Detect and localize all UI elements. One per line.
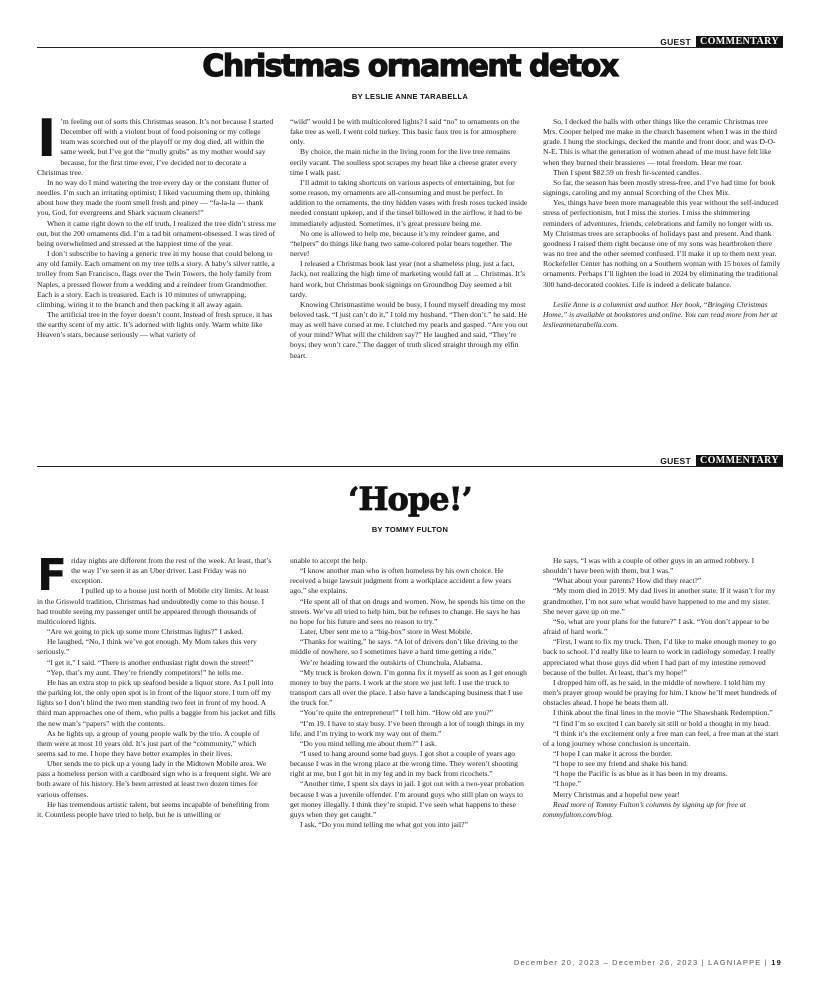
column-2: [290, 556, 529, 830]
paragraph: Later, Uber sent me to a “big-box” store in West Mobile.: [300, 627, 473, 637]
paragraph: He laughed, “No, I think we’ve got enough. My Mom takes this very seriously.”: [37, 637, 257, 657]
commentary-label: COMMENTARY: [696, 455, 783, 467]
guest-label: GUEST: [660, 456, 691, 466]
paragraph: So, I decked the halls with other things like the ceramic Christmas tree Mrs. Cooper helped me make in the church basement when I was in the third grade. I hung the stockings, decked the mantle and front door, and was D-O-N-E. This is what the generation of women ahead of me must have felt like when they burned their brassieres — total freedom. Hear me roar.: [543, 117, 777, 167]
column-1: [37, 109, 276, 361]
paragraph: “Are we going to pick up some more Christmas lights?” I asked.: [47, 627, 244, 637]
paragraph: Friday nights are different from the rest of the week. At least, that’s the way I’ve seen it as an Uber driver. Last Friday was no exception.: [37, 550, 272, 601]
paragraph: “He spent all of that on drugs and women. Now, he spends his time on the streets. We’ve all tried to help him, but he refuses to change. He says he has no hope for his future and sees no reason to try.”: [290, 596, 525, 626]
author-bio: Read more of Tommy Fulton’s columns by signing up for free at tommyfulton.com/blog.: [543, 799, 746, 819]
paragraph: Yes, things have been more manageable this year without the self-induced stress of perfectionism, but I miss the stories. I miss the shimmering reminders of adventures, friends, celebrations and family no longer with us. My Christmas trees are scrapbooks of holidays past and present. And thank goodness I raised them right because one of my sons was heartbroken there was no tree and the other seemed confused. I’ll make it up to them next year. Rockefeller Center has nothing on a Southern woman with 15 boxes of family ornaments. Perhaps I’ll lighten the load in 2024 by eliminating the traditional 300 hand-decorated cookies. Life is indeed a delicate balance.: [543, 198, 781, 289]
paragraph: So far, the season has been mostly stress-free, and I’ve had time for book signings, caroling and my annual Scorching of the Chex Mix.: [543, 177, 776, 198]
paragraph: “I hope the Pacific is as blue as it has been in my dreams.: [553, 769, 728, 779]
paragraph: He says, “I was with a couple of other guys in an armed robbery. I shouldn’t have been with them, but I was.”: [543, 556, 755, 576]
paragraph: I dropped him off, as he said, in the middle of nowhere. I told him my men’s prayer group would be praying for him. I know he’ll meet hundreds of obstacles ahead. I hope he beats them all.: [543, 677, 778, 708]
paragraph: I ask, “Do you mind telling me what got you into jail?”: [300, 820, 468, 830]
drop-cap: F: [37, 550, 68, 601]
paragraph: “Yep, that’s my aunt. They’re friendly competitors!” he tells me.: [47, 667, 244, 677]
paragraph: “wild” would I be with multicolored lights? I said “no” to ornaments on the fake tree as well. I went cold turkey. This basic faux tree is for atmosphere only.: [290, 117, 520, 147]
byline: BY TOMMY FULTON: [371, 525, 449, 534]
column-3: [543, 556, 782, 830]
paragraph: As he lights up, a group of young people walk by the trio. A couple of them were at most 10 years old. It’s just part of the “community,” which seems sad to me. I hope they have better examples in their lives.: [37, 728, 260, 758]
paragraph: Merry Christmas and a hopeful new year!: [553, 789, 680, 799]
commentary-label: COMMENTARY: [696, 36, 783, 48]
column-2: [290, 117, 529, 361]
paragraph: “I know another man who is often homeless by his own choice. He received a huge lawsuit judgment from a workplace accident a few years ago,” she explains.: [290, 566, 512, 596]
paragraph: We’re heading toward the outskirts of Chunchula, Alabama.: [300, 657, 483, 667]
paragraph: “My mom died in 2019. My dad lives in another state. If it wasn’t for my grandmother, I’m not sure what would have happened to me and my sister. She never gave up on me.”: [543, 586, 776, 616]
paragraph: “I find I’m so excited I can barely sit still or hold a thought in my head.: [553, 718, 771, 728]
paragraph: “I hope I can make it across the border.: [553, 748, 673, 758]
paragraph: “I think it’s the excitement only a free man can feel, a free man at the start of a long journey whose conclusion is uncertain.: [543, 728, 779, 748]
paragraph: He has an extra stop to pick up seafood beside a liquor store. As I pull into the parking lot, the only open spot is in front of the liquor store. I turn off my lights so I don’t blind the two men standing two feet in front of my hood. A third man approaches one of them, who pulls a baggie from his jacket and fills the new man’s “papers” with the contents.: [37, 677, 276, 728]
paragraph: “Thanks for waiting,” he says. “A lot of drivers don’t like driving to the middle of nowhere, so I sometimes have a hard time getting a ride.”: [290, 637, 518, 657]
paragraph: “My truck is broken down. I’m gonna fix it myself as soon as I get enough money to buy the parts. I work at the store we just left. I use the truck to transport cars all over the place. I also have a landscaping business that I use the truck for.”: [290, 667, 527, 708]
issue-dates: December 20, 2023 – December 26, 2023: [513, 958, 699, 967]
byline: BY LESLIE ANNE TARABELLA: [351, 92, 469, 101]
paragraph: I pulled up to a house just north of Mobile city limits. At least in the Griswold tradition, Christmas had undoubtedly come to this house. I had trouble seeing my passenger until he appeared through thousands of multicolored lights.: [37, 586, 269, 626]
footer-separator: |: [701, 958, 705, 967]
page-number: 19: [771, 958, 782, 967]
author-bio: Leslie Anne is a columnist and author. Her book, “Bringing Christmas Home,” is available at bookstores and online. You can read more from her at leslieannetarabella.com.: [543, 299, 778, 329]
paragraph: “I hope.”: [553, 779, 581, 789]
paragraph: No one is allowed to help me, because it’s my reindeer game, and “helpers” do things like hang two same-colored polar bears together. The nerve!: [290, 228, 512, 259]
column-3: [543, 117, 782, 361]
paragraph: I released a Christmas book last year (not a shameless plug, just a fact, Jack), not realizing the high time of marketing would fall at ... Christmas. It’s hard work, but Christmas book signings on Groundhog Day seemed a bit tardy.: [290, 259, 525, 299]
headline: Christmas ornament detox: [202, 49, 618, 84]
body-columns: [37, 109, 783, 361]
paragraph: “First, I want to fix my truck. Then, I’d like to make enough money to go back to school. I’d really like to learn to work in radiology someday. I really appreciated what those guys did when I had part of my intestine removed because of the bullet. At least, that’s my hope!”: [543, 637, 776, 677]
footer-separator: |: [764, 958, 768, 967]
top-rule: [37, 47, 783, 48]
paragraph: The artificial tree in the foyer doesn’t count. Instead of fresh spruce, it has the earthy scent of my attic. It’s adorned with lights only. Warm white like Heaven’s stars, because seriously — what variety of: [37, 309, 273, 340]
paragraph: Then I spent $82.59 on fresh fir-scented candles.: [553, 167, 702, 177]
article-hope: [37, 454, 783, 914]
paragraph: “I get it,” I said. “There is another enthusiast right down the street!”: [47, 657, 254, 667]
paragraph: He has tremendous artistic talent, but seems incapable of benefiting from it. Countless people have tried to help, but he is unwilling or: [37, 799, 270, 819]
paragraph: In no way do I mind watering the tree every day or the constant flutter of needles. I’m such an irritating optimist; I liked vacuuming them up, thinking about how they made the room smell fresh and piney — “fa-la-la — thank you, God, for evergreens and Shark vacuum cleaners!”: [37, 177, 270, 218]
paragraph: “You’re quite the entrepreneur!” I tell him. “How old are you?”: [300, 708, 494, 718]
paragraph: When it came right down to the elf truth, I realized the tree didn’t stress me out, but the 200 ornaments did. I’m a tad bit ornament-obsessed. I was tired of being overwhelmed and stressed at the happiest time of the year.: [37, 218, 276, 248]
paragraph: I ’m feeling out of sorts this Christmas season. It’s not because I started December off with a violent bout of food poisoning or my college team was scorched out of the playoff or my dog died, all within the same week, but I’ve got the “mully grubs” as my mother would say because, for the first time ever, I’ve decided not to decorate a Christmas tree.: [37, 109, 274, 177]
body-columns: [37, 550, 783, 830]
paragraph: “I hope to see my friend and shake his hand.: [553, 759, 688, 769]
paragraph: I don’t subscribe to having a generic tree in my house that could belong to any old family. Each ornament on my tree tells a story. A baby’s silver rattle, a trolley from San Francisco, flags over the Twin Towers, the holy family from Naples, a pressed flower from a wedding and a reindeer from Grandmother. Each is a story. Each is treasured. Each is 10 minutes of unwrapping, climbing, wiring it to the branch and then packing it all away again.: [37, 249, 275, 309]
paragraph: unable to accept the help.: [290, 556, 368, 565]
paragraph: I think about the final lines in the movie “The Shawshank Redemption.”: [553, 708, 773, 718]
drop-cap: I: [37, 109, 57, 169]
page-footer: [514, 958, 782, 967]
paragraph: “I’m 19. I have to stay busy. I’ve been through a lot of tough things in my life, and I’m trying to work my way out of them.”: [290, 718, 525, 738]
paragraph: “Do you mind telling me about them?” I ask.: [300, 738, 437, 748]
headline: ‘Hope!’: [348, 480, 472, 518]
paragraph: Uber sends me to pick up a young lady in the Midtown Mobile area. We pass a homeless person with a cardboard sign who is a frequent sight. We are both aware of his history. He’s been arrested at least two dozen times for various offenses.: [37, 759, 271, 799]
paragraph: “What about your parents? How did they react?”: [553, 576, 702, 586]
paragraph: “Another time, I spent six days in jail. I got out with a two-year probation because I was a juvenile offender. I’m around guys who still plan on ways to get money illegally. I think they’re stupid. I’ve seen what happens to these guys when they get caught.”: [290, 779, 524, 819]
article-christmas-ornament-detox: [37, 35, 783, 455]
column-1: [37, 550, 276, 830]
section-rule: [37, 466, 783, 467]
paragraph: By choice, the main niche in the living room for the live tree remains eerily vacant. The soulless spot scrapes my heart like a cheese grater every time I walk past.: [290, 147, 517, 177]
paragraph: “I used to hang around some bad guys. I got shot a couple of years ago because I was in the wrong place at the wrong time. They weren’t shooting right at me, but I got hit in my leg and in my back from ricochets.”: [290, 748, 518, 779]
paragraph: I’ll admit to taking shortcuts on various aspects of entertaining, but for some reason, my ornaments are all-consuming and must be perfect. In addition to the ornaments, the tiny hidden vases with fresh roses tucked inside needed constant upkeep, and if the tinsel billowed in the airflow, it had to be immediately adjusted. Sometimes, it’s great pressure being me.: [290, 177, 528, 228]
guest-label: GUEST: [660, 37, 691, 47]
paragraph: Knowing Christmastime would be busy, I found myself dreading my most beloved task. “I just can’t do it,” I told my husband. “Then don’t.” he said. He may as well have cursed at me. I clutched my pearls and gasped. “Are you out of your mind? What will the children say?” He laughed and said, “They’re boys; they won’t care.” The dagger of truth sliced straight through my elfin heart.: [290, 299, 528, 360]
publication-name: LAGNIAPPE: [708, 958, 762, 967]
paragraph: “So, what are your plans for the future?” I ask. “You don’t appear to be afraid of hard work.”: [543, 616, 770, 637]
